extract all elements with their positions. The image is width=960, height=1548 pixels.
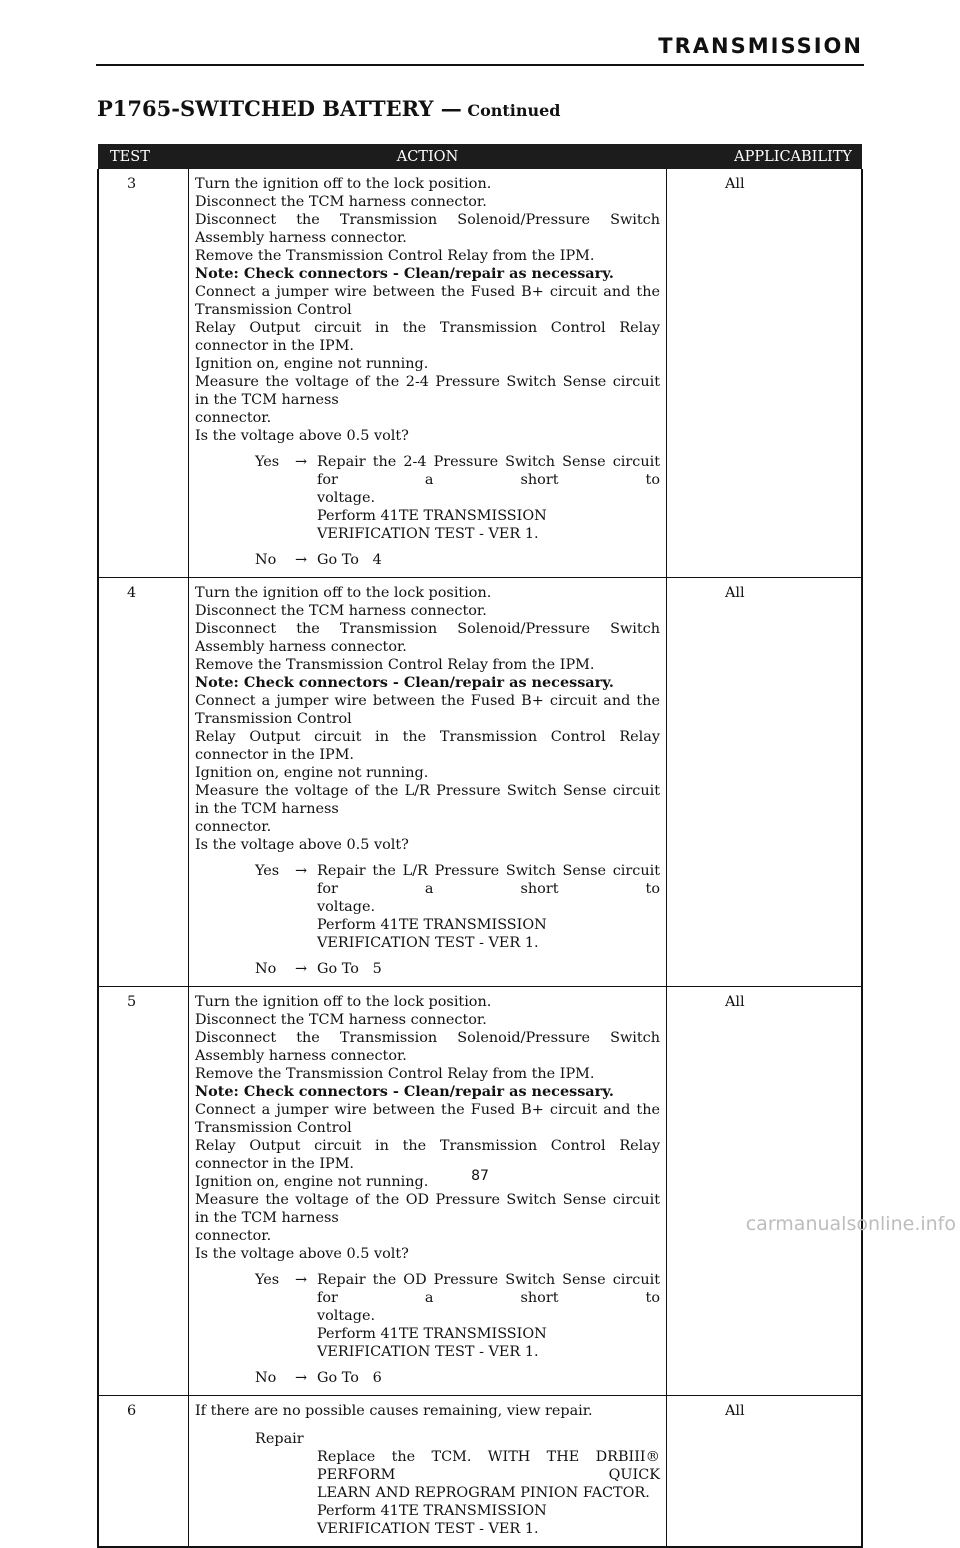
test-action [189, 169, 667, 578]
yes-label: Yes [255, 454, 280, 470]
action-step: Connect a jumper wire between the Fused B+ circuit and the Transmission Control [195, 284, 660, 318]
action-step: Note: Check connectors - Clean/repair as necessary. [195, 1083, 614, 1100]
action-step: Ignition on, engine not running. [195, 356, 429, 372]
repair-action [255, 1448, 660, 1538]
action-step: Ignition on, engine not running. [195, 765, 429, 781]
yes-action-line: Repair the OD Pressure Switch Sense circuit for a short to [317, 1272, 660, 1306]
header-rule [96, 64, 864, 66]
action-step: Ignition on, engine not running. [195, 1174, 429, 1190]
diagnostic-test-table [97, 144, 863, 1548]
test-applicability: All [667, 169, 863, 578]
page-title [97, 96, 560, 121]
action-step: Relay Output circuit in the Transmission Control Relay connector in the IPM. [195, 1138, 660, 1172]
test-action [189, 578, 667, 987]
test-applicability: All [667, 1396, 863, 1548]
action-step: Turn the ignition off to the lock position. [195, 994, 492, 1010]
action-step: Connect a jumper wire between the Fused B+ circuit and the Transmission Control [195, 693, 660, 727]
watermark: carmanualsonline.info [745, 1213, 956, 1235]
action-step: If there are no possible causes remaining, view repair. [195, 1403, 593, 1419]
action-step: Disconnect the Transmission Solenoid/Pressure Switch Assembly harness connector. [195, 212, 660, 246]
table-row [98, 169, 862, 578]
no-result [195, 551, 660, 569]
column-header-applicability: APPLICABILITY [667, 144, 863, 169]
test-number: 5 [98, 987, 189, 1396]
page-number: 87 [471, 1168, 489, 1184]
action-step: Disconnect the Transmission Solenoid/Pressure Switch Assembly harness connector. [195, 621, 660, 655]
yes-action-line: Repair the L/R Pressure Switch Sense circuit for a short to [317, 863, 660, 897]
no-label: No [255, 1370, 277, 1386]
action-step: connector. [195, 819, 272, 835]
action-step: Disconnect the TCM harness connector. [195, 194, 487, 210]
no-action: Go To 5 [317, 961, 382, 977]
table-row [98, 987, 862, 1396]
test-applicability: All [667, 987, 863, 1396]
action-step: connector. [195, 410, 272, 426]
test-action [189, 1396, 667, 1548]
repair-action-line: Replace the TCM. WITH THE DRBIII® PERFORM QUICK [317, 1449, 660, 1483]
action-step: Disconnect the TCM harness connector. [195, 1012, 487, 1028]
repair-block [195, 1430, 660, 1538]
action-step: Disconnect the Transmission Solenoid/Pressure Switch Assembly harness connector. [195, 1030, 660, 1064]
arrow-icon: → [295, 454, 308, 470]
column-header-test: TEST [98, 144, 189, 169]
repair-action-line: Perform 41TE TRANSMISSION VERIFICATION TEST - VER 1. [317, 1503, 547, 1537]
action-step: Note: Check connectors - Clean/repair as necessary. [195, 265, 614, 282]
action-step: Remove the Transmission Control Relay from the IPM. [195, 248, 595, 264]
page-title-main: P1765-SWITCHED BATTERY — [97, 96, 462, 121]
yes-action-line: voltage. [317, 899, 376, 915]
yes-action-line: Repair the 2-4 Pressure Switch Sense circuit for a short to [317, 454, 660, 488]
arrow-icon: → [295, 961, 308, 977]
arrow-icon: → [295, 1272, 308, 1288]
no-result [195, 960, 660, 978]
action-step: Measure the voltage of the L/R Pressure Switch Sense circuit in the TCM harness [195, 783, 660, 817]
action-step: connector. [195, 1228, 272, 1244]
section-header: TRANSMISSION [658, 34, 863, 58]
arrow-icon: → [295, 552, 308, 568]
no-label: No [255, 552, 277, 568]
no-result [195, 1369, 660, 1387]
yes-result [195, 862, 660, 952]
action-step: Relay Output circuit in the Transmission Control Relay connector in the IPM. [195, 320, 660, 354]
yes-action-line: voltage. [317, 1308, 376, 1324]
yes-action [317, 453, 660, 543]
table-header-row [98, 144, 862, 169]
yes-result [195, 453, 660, 543]
test-action [189, 987, 667, 1396]
action-step: Turn the ignition off to the lock position. [195, 176, 492, 192]
action-step: Measure the voltage of the 2-4 Pressure Switch Sense circuit in the TCM harness [195, 374, 660, 408]
yes-action-line: Perform 41TE TRANSMISSION VERIFICATION TEST - VER 1. [317, 508, 547, 542]
arrow-icon: → [295, 863, 308, 879]
test-applicability: All [667, 578, 863, 987]
action-step: Disconnect the TCM harness connector. [195, 603, 487, 619]
action-step: Remove the Transmission Control Relay from the IPM. [195, 657, 595, 673]
arrow-icon: → [295, 1370, 308, 1386]
action-step: Relay Output circuit in the Transmission Control Relay connector in the IPM. [195, 729, 660, 763]
action-step: Is the voltage above 0.5 volt? [195, 1246, 409, 1262]
page-title-continued: Continued [461, 101, 561, 120]
table-row [98, 578, 862, 987]
table-row [98, 1396, 862, 1548]
yes-action-line: Perform 41TE TRANSMISSION VERIFICATION TEST - VER 1. [317, 917, 547, 951]
no-action: Go To 6 [317, 1370, 382, 1386]
yes-action-line: Perform 41TE TRANSMISSION VERIFICATION TEST - VER 1. [317, 1326, 547, 1360]
yes-result [195, 1271, 660, 1361]
yes-action [317, 1271, 660, 1361]
action-step: Measure the voltage of the OD Pressure Switch Sense circuit in the TCM harness [195, 1192, 660, 1226]
test-number: 4 [98, 578, 189, 987]
test-number: 3 [98, 169, 189, 578]
action-step: Connect a jumper wire between the Fused B+ circuit and the Transmission Control [195, 1102, 660, 1136]
action-step: Is the voltage above 0.5 volt? [195, 837, 409, 853]
test-number: 6 [98, 1396, 189, 1548]
repair-label: Repair [255, 1431, 304, 1447]
no-label: No [255, 961, 277, 977]
action-step: Turn the ignition off to the lock position. [195, 585, 492, 601]
action-step: Remove the Transmission Control Relay from the IPM. [195, 1066, 595, 1082]
yes-action [317, 862, 660, 952]
action-step: Is the voltage above 0.5 volt? [195, 428, 409, 444]
yes-label: Yes [255, 1272, 280, 1288]
yes-label: Yes [255, 863, 280, 879]
column-header-action: ACTION [189, 144, 667, 169]
repair-action-line: LEARN AND REPROGRAM PINION FACTOR. [317, 1485, 650, 1501]
yes-action-line: voltage. [317, 490, 376, 506]
no-action: Go To 4 [317, 552, 382, 568]
action-step: Note: Check connectors - Clean/repair as necessary. [195, 674, 614, 691]
